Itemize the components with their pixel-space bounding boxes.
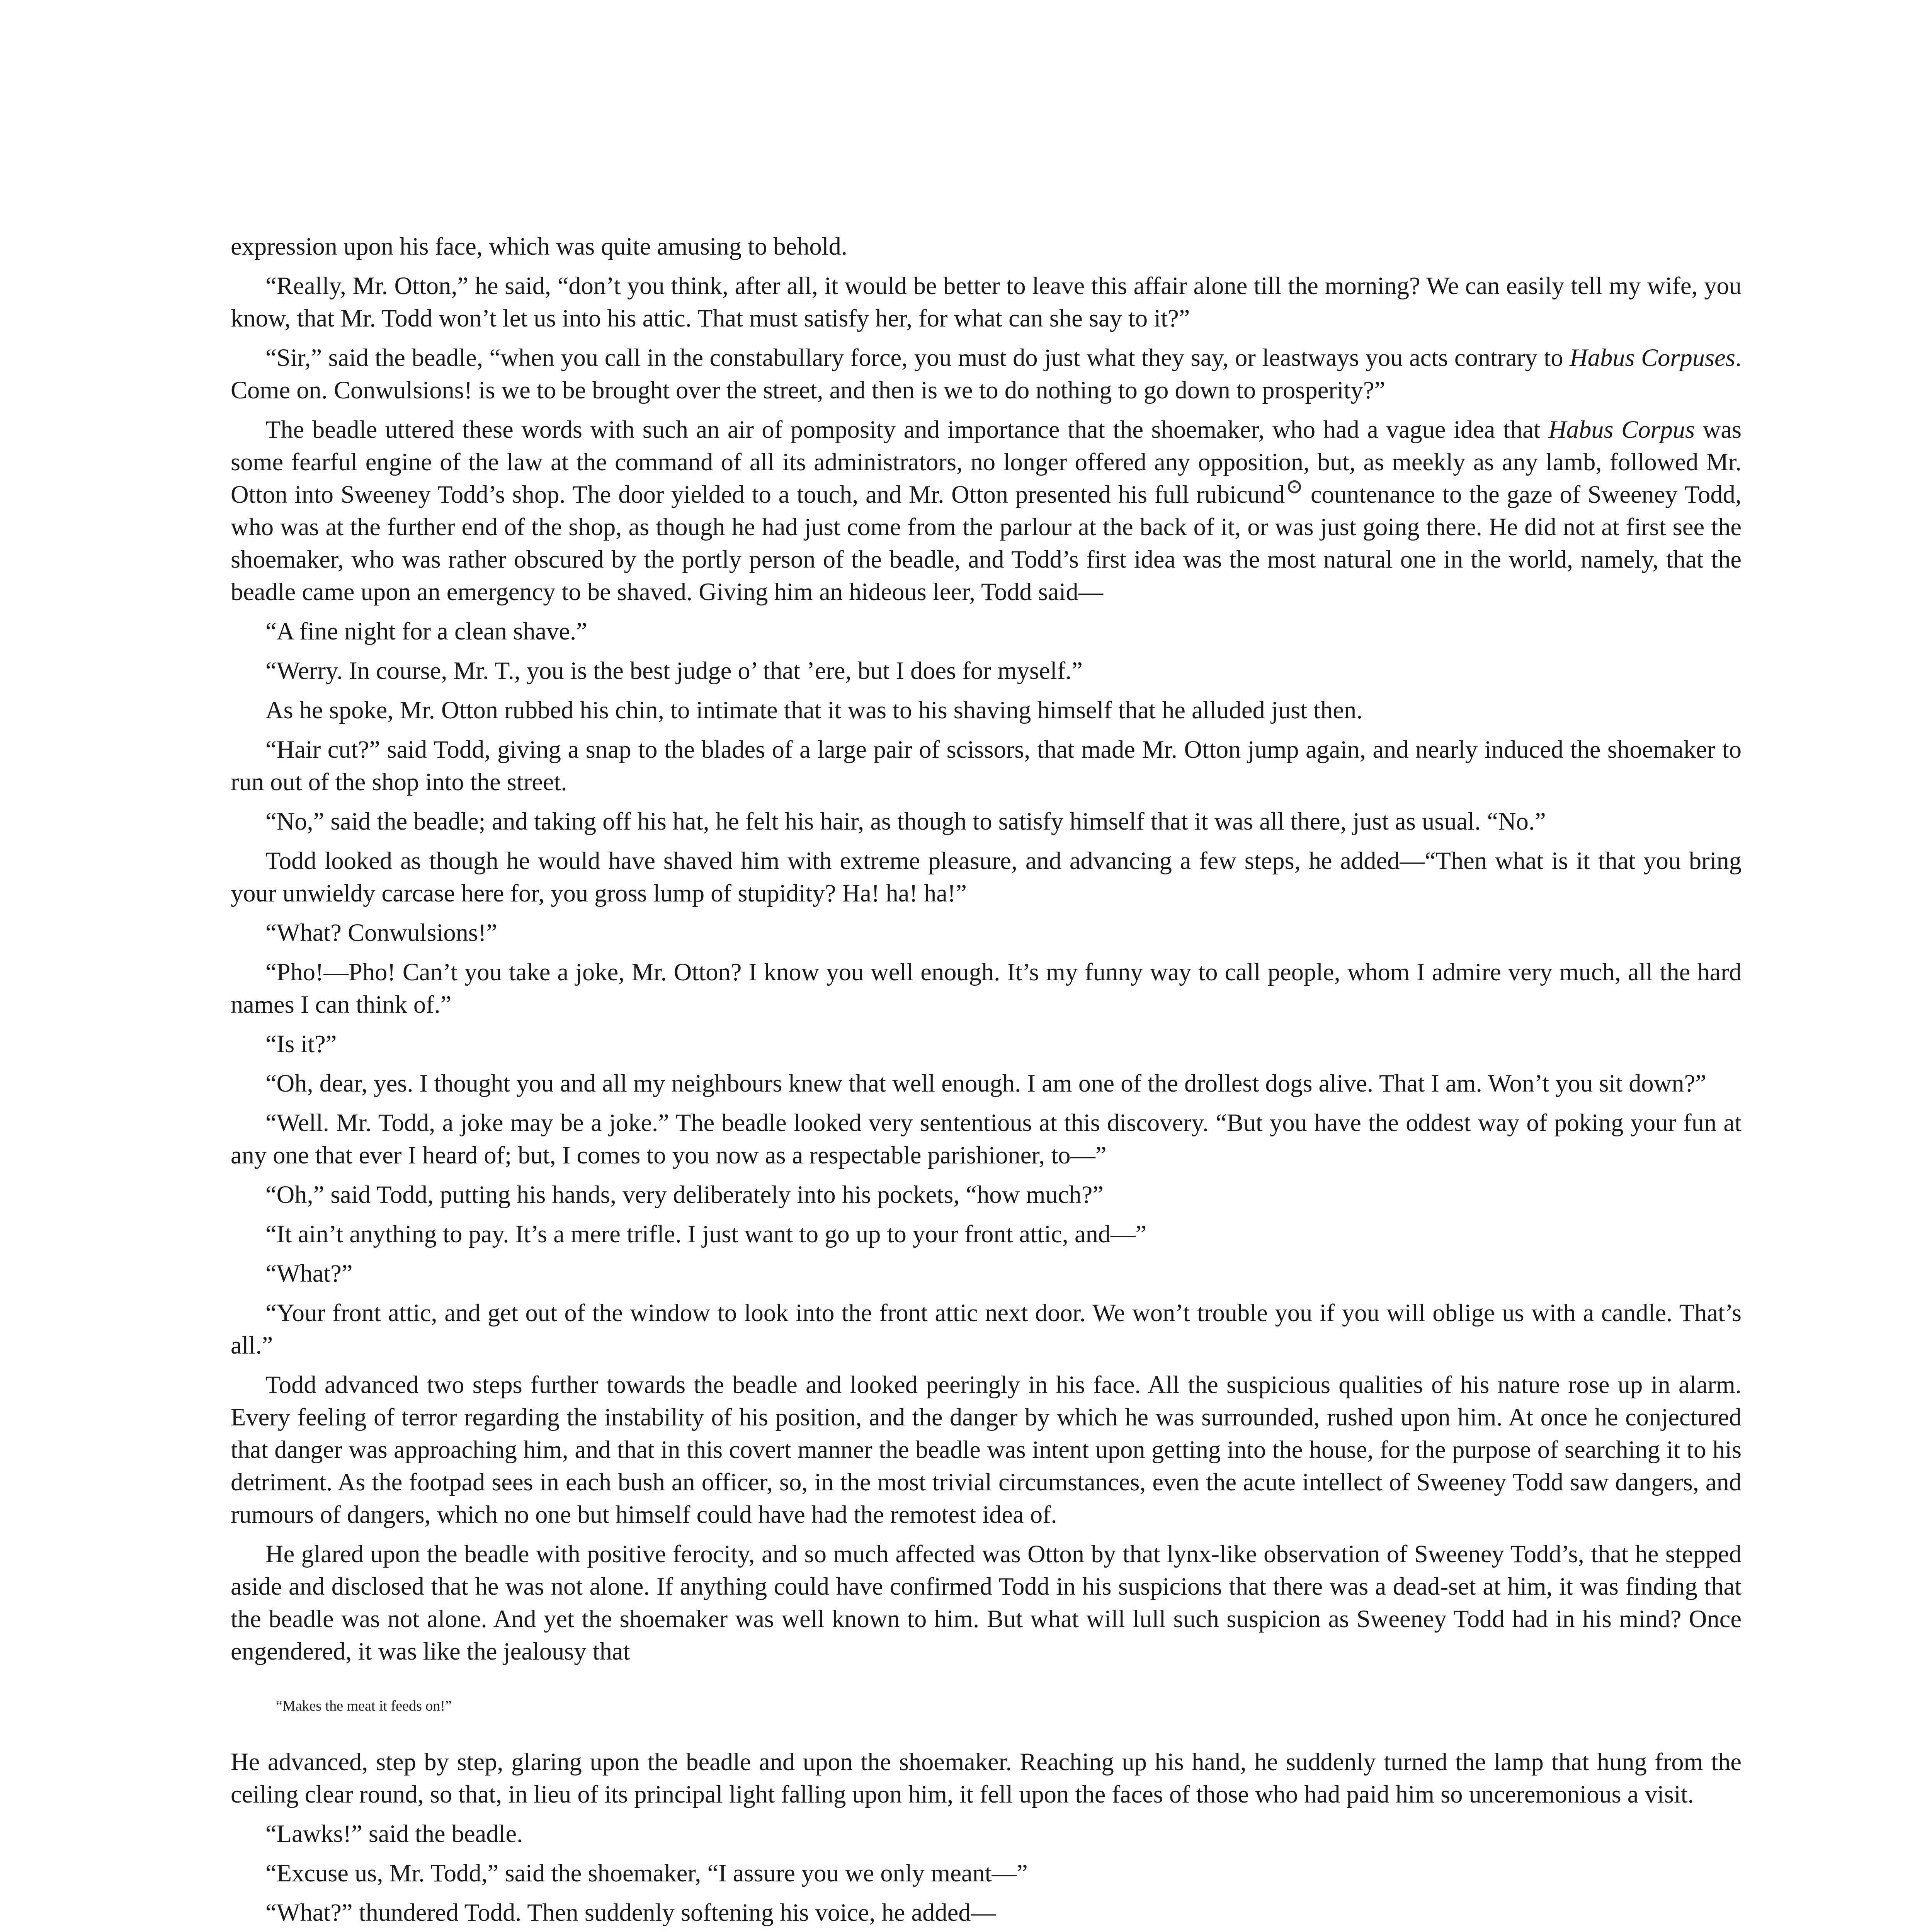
paragraph: “What?” thundered Todd. Then suddenly softening his voice, he added—: [265, 1899, 996, 1926]
paragraph: “Really, Mr. Otton,” he said, “don’t you think, after all, it would be better to leave this affair alone till the morning? We can easily tell my wife, you know, that Mr. Todd won’t let us into his attic. That must satisfy her, for what can she say to it?”: [231, 272, 1742, 332]
text-run: . Come on. Conwulsions! is we to be brought over the street, and then is we to do nothing to go down to prosperity?”: [231, 344, 1742, 404]
paragraph: “Werry. In course, Mr. T., you is the best judge o’ that ’ere, but I does for myself.”: [265, 657, 1083, 684]
paragraph: “A fine night for a clean shave.”: [265, 617, 587, 645]
text-run: countenance to the gaze of Sweeney Todd, who was at the further end of the shop, as though he had just come from the parlour at the back of it, or was just going there. He did not at first see the shoemaker, who was rather obscured by the portly person of the beadle, and Todd’s first idea was the most natural one in the world, namely, that the beadle came upon an emergency to be shaved. Giving him an hideous leer, Todd said—: [231, 481, 1742, 605]
paragraph: “What?”: [265, 1260, 353, 1287]
paragraph: Todd looked as though he would have shaved him with extreme pleasure, and advancing a few steps, he added—“Then what is it that you bring your unwieldy carcase here for, you gross lump of stupidity? Ha! ha! ha!”: [231, 847, 1742, 907]
paragraph: “Oh,” said Todd, putting his hands, very deliberately into his pockets, “how much?”: [265, 1181, 1104, 1208]
paragraph: “Pho!—Pho! Can’t you take a joke, Mr. Otton? I know you well enough. It’s my funny way to call people, whom I admire very much, all the hard names I can think of.”: [231, 958, 1742, 1018]
paragraph: As he spoke, Mr. Otton rubbed his chin, to intimate that it was to his shaving himself that he alluded just then.: [265, 696, 1363, 724]
paragraph: “It ain’t anything to pay. It’s a mere trifle. I just want to go up to your front attic, and—”: [265, 1220, 1147, 1248]
text-run: “Sir,” said the beadle, “when you call in the constabullary force, you must do just what they say, or leastways you acts contrary to: [265, 344, 1570, 371]
page-body: [231, 230, 1742, 1932]
paragraph: “What? Conwulsions!”: [265, 919, 498, 946]
text-run: The beadle uttered these words with such an air of pomposity and importance that the shoemaker, who had a vague idea that: [265, 416, 1549, 443]
paragraph: He glared upon the beadle with positive ferocity, and so much affected was Otton by that lynx-like observation of Sweeney Todd’s, that he stepped aside and disclosed that he was not alone. If anything could have confirmed Todd in his suspicions that there was a dead-set at him, it was finding that the beadle was not alone. And yet the shoemaker was well known to him. But what will lull such suspicion as Sweeney Todd had in his mind? Once engendered, it was like the jealousy that: [231, 1540, 1742, 1665]
italic-text: Habus Corpuses: [1570, 344, 1735, 371]
footnote-marker-icon: [1288, 480, 1301, 493]
block-quote: “Makes the meat it feeds on!”: [276, 1698, 452, 1714]
paragraph: Todd advanced two steps further towards the beadle and looked peeringly in his face. All the suspicious qualities of his nature rose up in alarm. Every feeling of terror regarding the instability of his position, and the danger by which he was surrounded, rushed upon him. At once he conjectured that danger was approaching him, and that in this covert manner the beadle was intent upon getting into the house, for the purpose of searching it to his detriment. As the footpad sees in each bush an officer, so, in the most trivial circumstances, even the acute intellect of Sweeney Todd saw dangers, and rumours of dangers, which no one but himself could have had the remotest idea of.: [231, 1371, 1742, 1528]
text-run: was some fearful engine of the law at the command of all its administrators, no longer offered any opposition, but, as meekly as any lamb, followed Mr. Otton into Sweeney Todd’s shop. The door yielded to a touch, and Mr. Otton presented his full rubicund: [231, 416, 1742, 508]
paragraph: “Oh, dear, yes. I thought you and all my neighbours knew that well enough. I am one of the drollest dogs alive. That I am. Won’t you sit down?”: [265, 1070, 1706, 1097]
paragraph: “Well. Mr. Todd, a joke may be a joke.” The beadle looked very sententious at this discovery. “But you have the oddest way of poking your fun at any one that ever I heard of; but, I comes to you now as a respectable parishioner, to—”: [231, 1109, 1742, 1169]
paragraph: He advanced, step by step, glaring upon the beadle and upon the shoemaker. Reaching up his hand, he suddenly turned the lamp that hung from the ceiling clear round, so that, in lieu of its principal light falling upon him, it fell upon the faces of those who had paid him so unceremonious a visit.: [231, 1748, 1742, 1808]
paragraph: “Lawks!” said the beadle.: [265, 1820, 523, 1847]
paragraph: “No,” said the beadle; and taking off his hat, he felt his hair, as though to satisfy himself that it was all there, just as usual. “No.”: [265, 808, 1546, 835]
paragraph: [231, 342, 1742, 406]
paragraph: “Your front attic, and get out of the window to look into the front attic next door. We won’t trouble you if you will oblige us with a candle. That’s all.”: [231, 1299, 1742, 1359]
paragraph: “Hair cut?” said Todd, giving a snap to the blades of a large pair of scissors, that made Mr. Otton jump again, and nearly induced the shoemaker to run out of the shop into the street.: [231, 736, 1742, 796]
paragraph: expression upon his face, which was quite amusing to behold.: [231, 233, 848, 260]
paragraph: [231, 413, 1742, 608]
paragraph: “Is it?”: [265, 1030, 337, 1058]
paragraph: “Excuse us, Mr. Todd,” said the shoemaker, “I assure you we only meant—”: [265, 1859, 1028, 1887]
italic-text: Habus Corpus: [1548, 416, 1695, 443]
